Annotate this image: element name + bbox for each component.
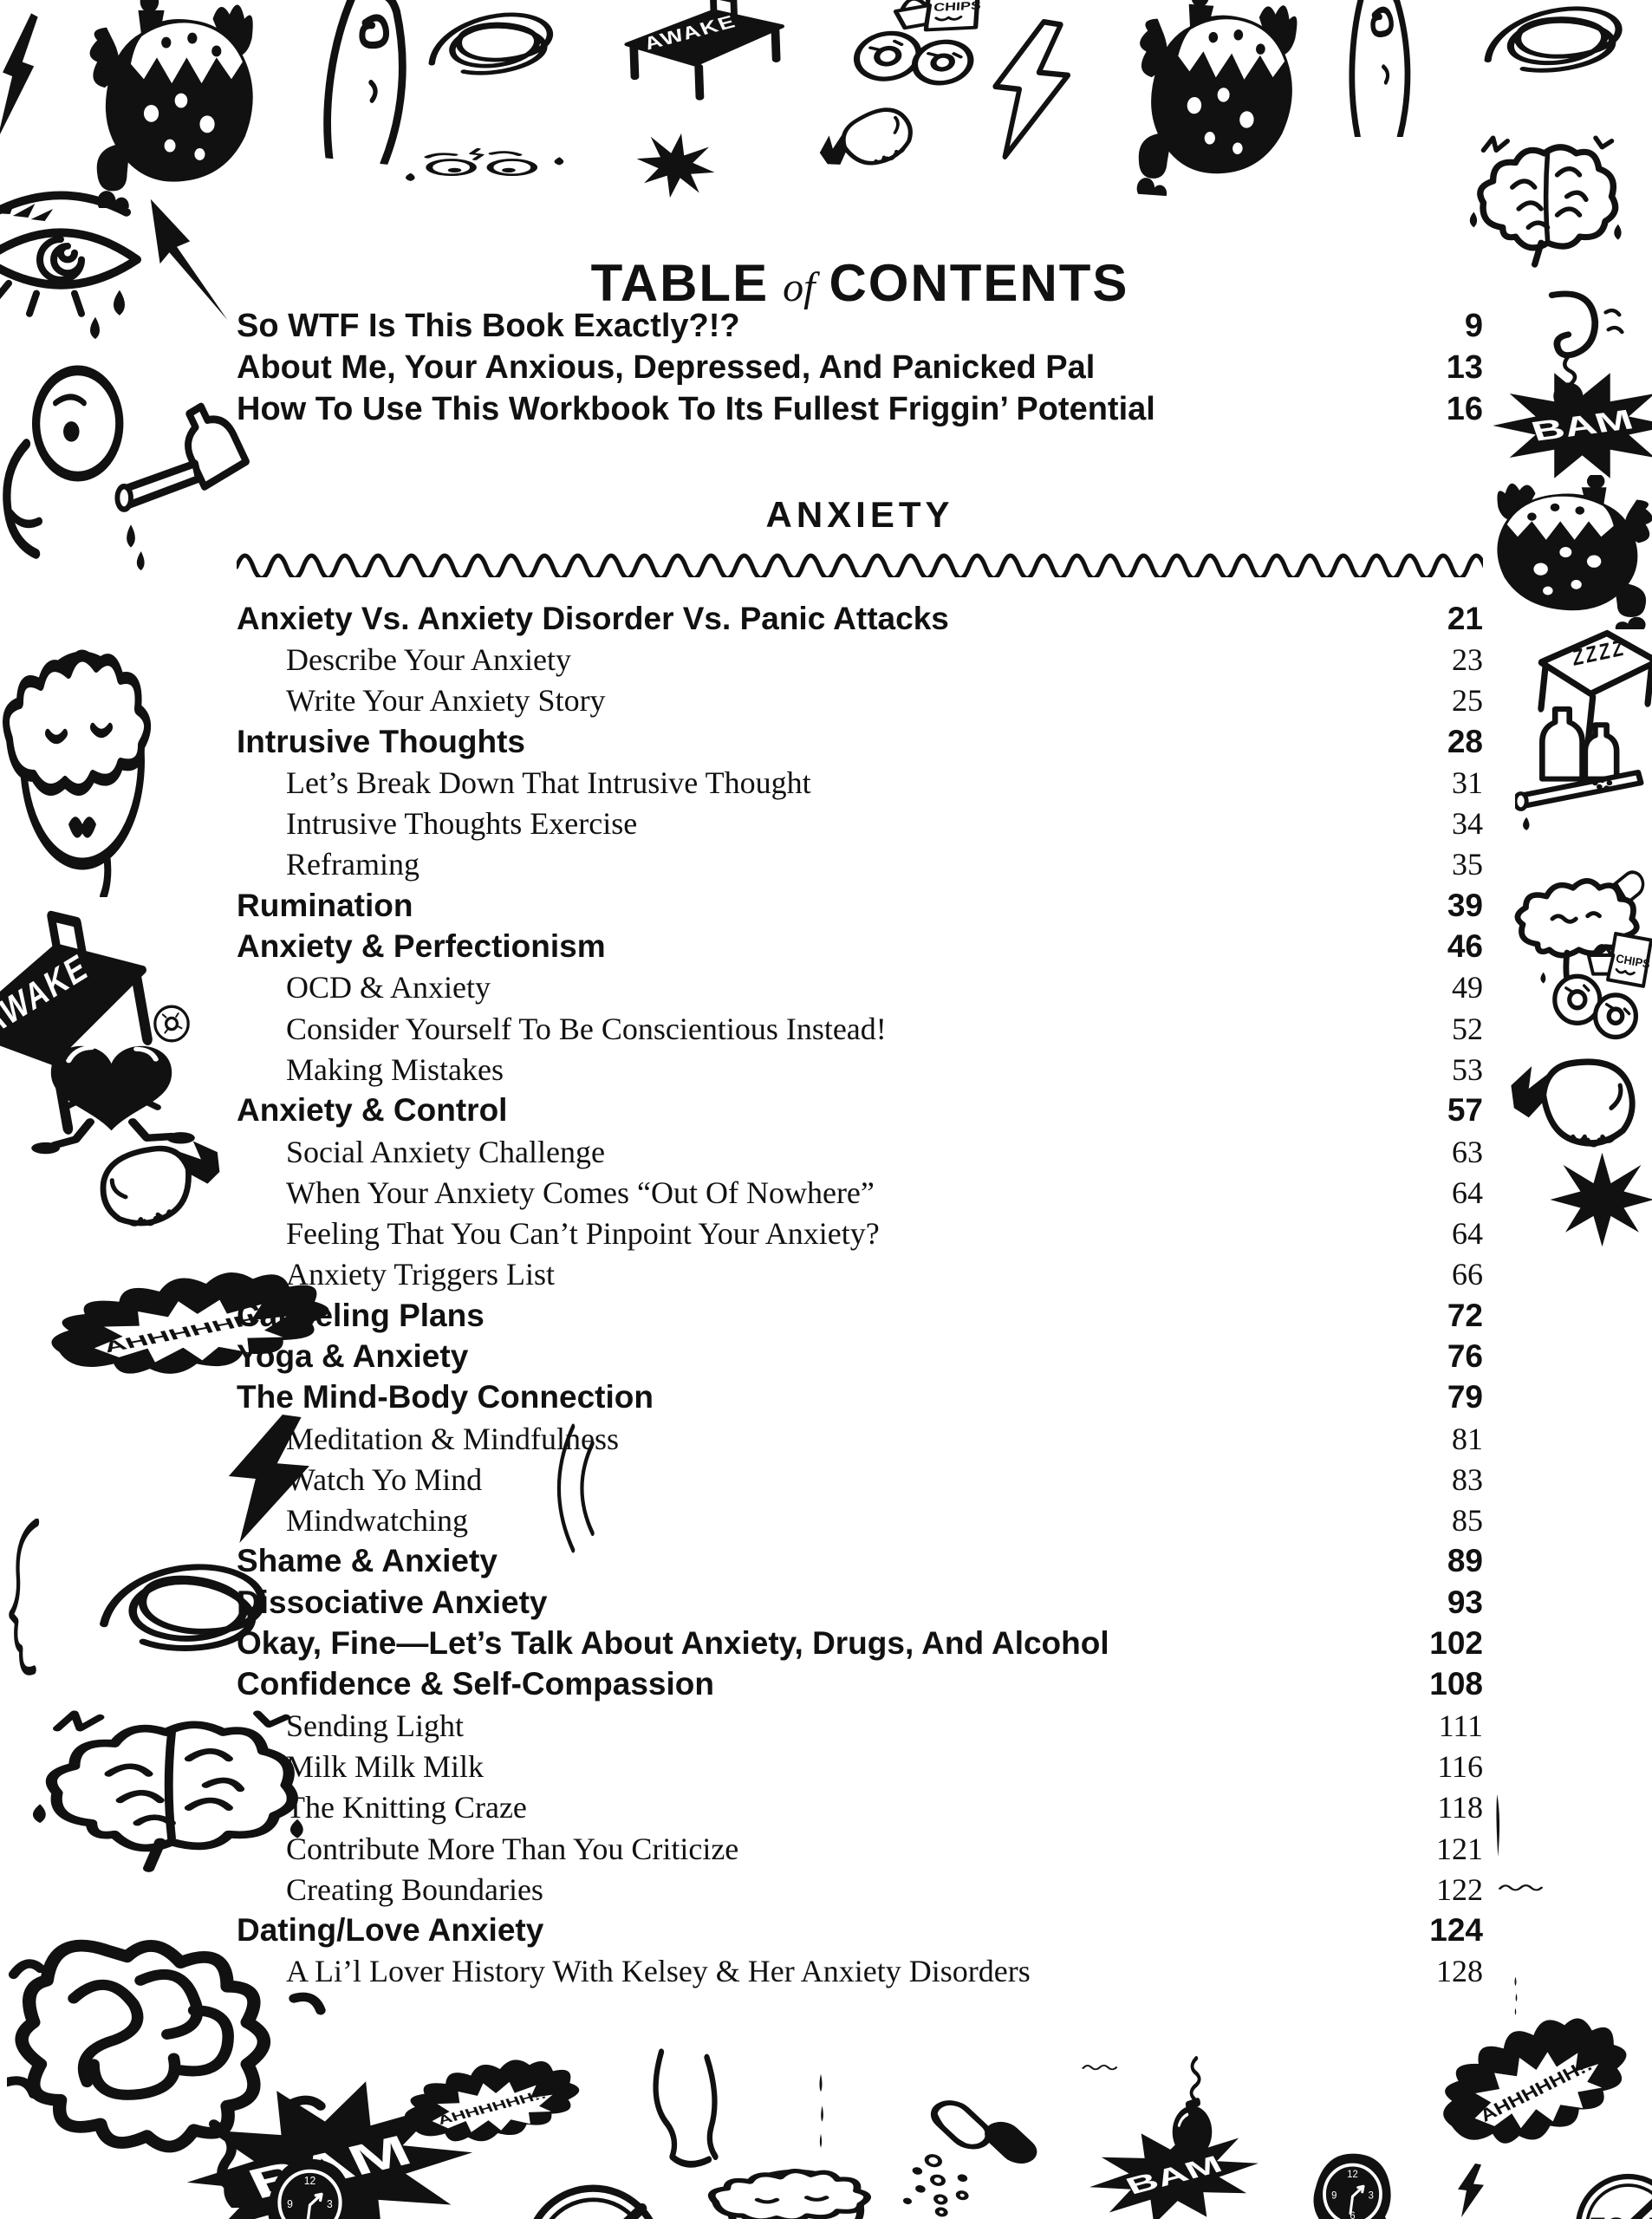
squiggle-icon [1080,2053,1132,2092]
entry-label: Mindwatching [286,1503,468,1539]
entry-label: Social Anxiety Challenge [286,1134,605,1169]
entry-label: How To Use This Workbook To Its Fullest Friggin’ Potential [237,390,1155,427]
entry-label: OCD & Anxiety [286,970,491,1005]
hand-icon [1323,0,1440,137]
lightning-icon [0,10,52,146]
entry-label: The Knitting Craze [286,1790,527,1825]
entry-label: Milk Milk Milk [286,1748,485,1784]
entry-page: 34 [1452,806,1483,842]
toc-entry [237,1131,1483,1172]
entry-page: 85 [1452,1503,1483,1539]
toc-entry [237,926,1483,966]
entry-page: 66 [1452,1257,1483,1292]
entry-label: When Your Anxiety Comes “Out Of Nowhere” [286,1175,875,1210]
entry-label: Anxiety & Control [237,1092,508,1129]
brain-icon [1467,132,1628,286]
bam-burst-icon [1489,368,1652,483]
entry-label: Confidence & Self-Compassion [237,1666,714,1702]
entry-page: 35 [1452,847,1483,882]
entry-label: Contribute More Than You Criticize [286,1831,739,1866]
entry-label: Anxiety Vs. Anxiety Disorder Vs. Panic Attacks [237,600,949,636]
entry-page: 89 [1447,1543,1483,1579]
entry-page: 93 [1447,1584,1483,1620]
entry-label: Creating Boundaries [286,1871,543,1907]
toc-entry [237,1336,1483,1376]
arrow-icon [141,191,235,331]
toc-entry [237,1049,1483,1090]
entry-page: 83 [1452,1461,1483,1497]
entry-label: Meditation & Mindfulness [286,1421,619,1456]
burst-icon [1548,1149,1652,1251]
entry-label: Canceling Plans [237,1297,485,1333]
crying-eye-icon [0,175,147,344]
entry-label: A Li’l Lover History With Kelsey & Her Anxiety Disorders [286,1954,1031,1989]
lightning-icon [1450,2164,1493,2217]
toc-entry [237,1295,1483,1336]
toc-entry [237,388,1483,430]
lightning-icon [973,19,1095,159]
toc-entry [237,598,1483,639]
toc-entry [237,1172,1483,1213]
entry-label: Intrusive Thoughts Exercise [286,806,638,842]
no-food-icon [522,2183,665,2219]
entry-page: 63 [1452,1134,1483,1169]
toc-entry [237,762,1483,803]
entry-page: 111 [1438,1708,1483,1743]
entry-page: 128 [1436,1954,1483,1989]
toc-entry [237,1787,1483,1828]
scribble-icon [413,0,573,102]
toc-entry [237,1377,1483,1418]
toc-entry [237,1746,1483,1786]
entry-label: Watch Yo Mind [286,1461,483,1497]
no-food-icon [1574,2172,1652,2219]
title-part2: CONTENTS [829,254,1129,312]
toc-entry [237,1623,1483,1663]
toc-entry [237,1213,1483,1253]
toc-entry [237,1869,1483,1910]
awake-bed-icon [619,0,792,120]
entry-page: 46 [1447,928,1483,965]
toc-entry [237,885,1483,926]
entry-page: 23 [1452,641,1483,677]
entry-label: Reframing [286,847,420,882]
entry-page: 118 [1437,1790,1483,1825]
toc-entry [237,1418,1483,1459]
title-connector: of [783,264,816,310]
toc-entry [237,967,1483,1008]
toc-entry [237,721,1483,762]
entry-page: 102 [1429,1625,1483,1662]
melting-clock-icon [1298,2151,1407,2219]
face-profile-icon [0,1519,67,1690]
entry-label: Yoga & Anxiety [237,1337,469,1374]
toc-entry [237,1254,1483,1295]
entry-label: Anxiety & Perfectionism [237,928,606,965]
page-title [237,253,1483,313]
toc-entry [237,1951,1483,1992]
entry-label: Anxiety Triggers List [286,1257,556,1292]
scribble-icon [1467,0,1644,101]
entry-label: About Me, Your Anxious, Depressed, And Panicked Pal [237,348,1096,386]
entry-page: 108 [1429,1666,1483,1702]
entry-page: 72 [1447,1297,1483,1333]
entry-page: 25 [1452,683,1483,719]
entry-page: 28 [1447,723,1483,759]
cloud-head-icon [0,594,169,897]
toc-entry [237,1090,1483,1131]
entry-label: Shame & Anxiety [237,1543,498,1579]
squiggle-divider [237,550,1483,577]
entry-page: 39 [1447,887,1483,923]
bam-burst-icon [1079,2113,1269,2219]
peeking-eyes-icon [404,146,573,203]
entry-page: 21 [1447,600,1483,636]
entry-page: 116 [1437,1748,1483,1784]
bottles-icon [1515,704,1652,836]
entry-page: 53 [1452,1051,1483,1087]
entry-label: Intrusive Thoughts [237,723,525,759]
entry-page: 57 [1447,1092,1483,1129]
toc-entry [237,1910,1483,1951]
entry-label: Making Mistakes [286,1051,504,1087]
entry-page: 76 [1447,1337,1483,1374]
entry-page: 16 [1446,390,1483,427]
entry-page: 52 [1452,1011,1483,1046]
entry-page: 13 [1446,348,1483,386]
toc-entry [237,1664,1483,1705]
entry-page: 64 [1452,1216,1483,1252]
entry-label: So WTF Is This Book Exactly?!? [237,307,740,344]
entry-label: Sending Light [286,1708,464,1743]
entry-label: The Mind-Body Connection [237,1379,654,1415]
toc-entry [237,680,1483,721]
section-heading: ANXIETY [765,494,954,535]
entry-label: Write Your Anxiety Story [286,683,606,719]
entry-page: 64 [1452,1175,1483,1210]
entry-label: Let’s Break Down That Intrusive Thought [286,765,811,800]
burning-stomach-icon [1122,0,1314,205]
intro-entries [237,305,1483,430]
entry-label: Describe Your Anxiety [286,641,571,677]
title-part1: TABLE [590,254,770,312]
toc-entry [237,347,1483,388]
squiggle-icon [1496,1871,1561,1916]
entry-page: 9 [1464,307,1483,344]
toc-entry [237,803,1483,843]
cloud-head-icon [700,2148,891,2219]
entry-page: 79 [1447,1379,1483,1415]
entry-label: Consider Yourself To Be Conscientious Instead! [286,1011,887,1046]
entry-label: Rumination [237,887,413,923]
entry-page: 124 [1429,1912,1483,1949]
toc-entry [237,1500,1483,1541]
spilled-pill-icon [889,2088,1080,2219]
anxiety-entries [237,598,1483,1992]
scream-burst-icon [1411,1976,1652,2200]
toc-entry [237,1828,1483,1869]
melting-clock-icon [251,2157,368,2219]
toc-entry [237,1008,1483,1049]
entry-page: 81 [1452,1421,1483,1456]
toc-entry [237,1459,1483,1500]
entry-page: 31 [1452,765,1483,800]
toc-entry [237,305,1483,347]
entry-label: Okay, Fine—Let’s Talk About Anxiety, Drugs, And Alcohol [237,1625,1109,1662]
toc-entry [237,1541,1483,1582]
toc-entry [237,1582,1483,1623]
burst-icon [629,123,723,207]
entry-page: 122 [1436,1871,1483,1907]
entry-label: Dissociative Anxiety [237,1584,548,1620]
entry-page: 49 [1452,970,1483,1005]
entry-page: 121 [1436,1831,1483,1866]
entry-label: Feeling That You Can’t Pinpoint Your Anxiety? [286,1216,880,1252]
entry-label: Dating/Love Anxiety [237,1912,544,1949]
toc-entry [237,844,1483,885]
ink-stroke-icon [1487,1793,1512,1875]
toc-entry [237,1705,1483,1746]
toc-entry [237,639,1483,680]
